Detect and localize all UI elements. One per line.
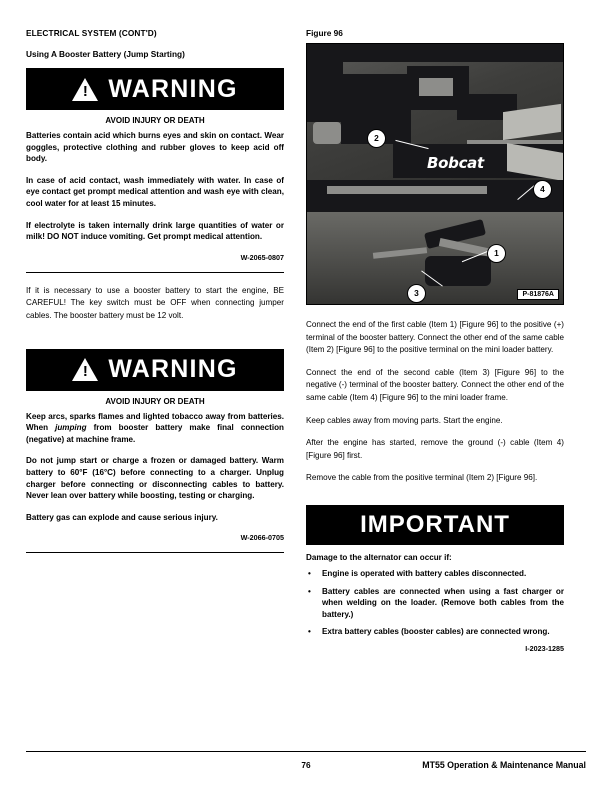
- photo-shadow-top: [307, 44, 563, 62]
- section-title: ELECTRICAL SYSTEM (CONT'D): [26, 28, 157, 38]
- instruction-4: After the engine has started, remove the ground (-) cable (Item 4) [Figure 96] first.: [306, 438, 564, 460]
- warning-1-paragraph-1: Batteries contain acid which burns eyes and skin on contact. Wear goggles, protective clothing and rubber gloves to keep acid off body.: [26, 131, 284, 164]
- warning-triangle-icon: !: [72, 358, 98, 381]
- warn2-p1-italic: jumping: [55, 423, 87, 433]
- bullet-icon: •: [308, 586, 311, 596]
- list-item: [306, 626, 564, 638]
- bullet-text: Extra battery cables (booster cables) are connected wrong.: [322, 627, 550, 637]
- important-code: I-2023-1285: [525, 643, 564, 653]
- callout-1: 1: [487, 244, 506, 263]
- warning-banner-2: [26, 349, 284, 391]
- bullet-text: Engine is operated with battery cables disconnected.: [322, 568, 527, 578]
- warn2-p1a: Keep arcs, sparks flames and lighted tobacco away from batteries. When: [26, 411, 284, 433]
- bullet-icon: •: [308, 568, 311, 578]
- subsection-title: Using A Booster Battery (Jump Starting): [26, 49, 185, 59]
- photo-bobcat-logo: Bobcat: [427, 154, 484, 172]
- photo-code: P-81876A: [517, 289, 559, 300]
- footer-divider: [26, 751, 586, 752]
- instruction-2: Connect the end of the second cable (Item 3) [Figure 96] to the negative (-) terminal of the booster battery. Connect the other end of the same cable (Item 4) [Figure 96] to the mini loader frame.: [306, 367, 564, 402]
- warning-1-paragraph-2: In case of acid contact, wash immediately with water. In case of eye contact get prompt medical attention and wash eye with clean, cool water for at least 15 minutes.: [26, 175, 284, 208]
- warning-heading: WARNING: [108, 355, 238, 384]
- list-item: [306, 568, 564, 580]
- warning-1-avoid-line: AVOID INJURY OR DEATH: [105, 116, 205, 125]
- warning-heading: WARNING: [108, 74, 238, 103]
- instruction-3: Keep cables away from moving parts. Start the engine.: [306, 415, 503, 425]
- photo-fitting: [313, 122, 341, 144]
- important-banner: IMPORTANT: [306, 505, 564, 545]
- right-column: [306, 28, 564, 653]
- warning-1-paragraph-3: If electrolyte is taken internally drink large quantities of water or milk! DO NOT induce vomiting. Get prompt medical attention.: [26, 220, 284, 242]
- list-item: [306, 586, 564, 621]
- photo-frame-left: [307, 62, 343, 122]
- warning-2-paragraph-1: [26, 411, 284, 446]
- manual-name: MT55 Operation & Maintenance Manual: [422, 760, 586, 770]
- warning-2-paragraph-3: Battery gas can explode and cause serious injury.: [26, 512, 218, 522]
- important-bullet-list: [306, 568, 564, 638]
- figure-96-photo: [306, 43, 564, 305]
- warning-1-code: W-2065-0807: [240, 252, 284, 262]
- bullet-icon: •: [308, 627, 311, 637]
- instruction-5: Remove the cable from the positive terminal (Item 2) [Figure 96].: [306, 473, 538, 483]
- bullet-text: Battery cables are connected when using a fast charger or when welding on the loader. (Remove both cables from the battery.): [322, 586, 564, 619]
- divider-1: [26, 272, 284, 273]
- photo-frame-edge: [327, 186, 487, 194]
- warn2-p1b: from booster battery make final connection (negative) at machine frame.: [26, 423, 284, 444]
- warning-triangle-icon: !: [72, 78, 98, 101]
- callout-4: 4: [533, 180, 552, 199]
- instruction-1: Connect the end of the first cable (Item 1) [Figure 96] to the positive (+) terminal of the booster battery. Connect the other end of the same cable (Item 2) [Figure 96] to the positive terminal on the mini loader battery.: [306, 320, 564, 355]
- important-lead: Damage to the alternator can occur if:: [306, 552, 452, 562]
- photo-bracket: [419, 78, 453, 96]
- left-column: [26, 28, 284, 565]
- divider-2: [26, 552, 284, 553]
- warning-2-paragraph-2: Do not jump start or charge a frozen or damaged battery. Warm battery to 60°F (16°C) before connecting to a charger. Unplug charger before connecting or disconnecting cables to battery. Never lean over battery while boosting, testing or charging.: [26, 456, 284, 501]
- page-number: 76: [301, 760, 311, 770]
- callout-3: 3: [407, 284, 426, 303]
- warning-2-code: W-2066-0705: [240, 533, 284, 543]
- figure-label: Figure 96: [306, 28, 343, 38]
- photo-lower-frame: [307, 180, 563, 212]
- callout-2: 2: [367, 129, 386, 148]
- warning-banner-1: [26, 68, 284, 110]
- note-paragraph: If it is necessary to use a booster battery to start the engine, BE CAREFUL! The key switch must be OFF when connecting jumper cables. The booster battery must be 12 volt.: [26, 285, 284, 320]
- warning-2-avoid-line: AVOID INJURY OR DEATH: [105, 396, 205, 406]
